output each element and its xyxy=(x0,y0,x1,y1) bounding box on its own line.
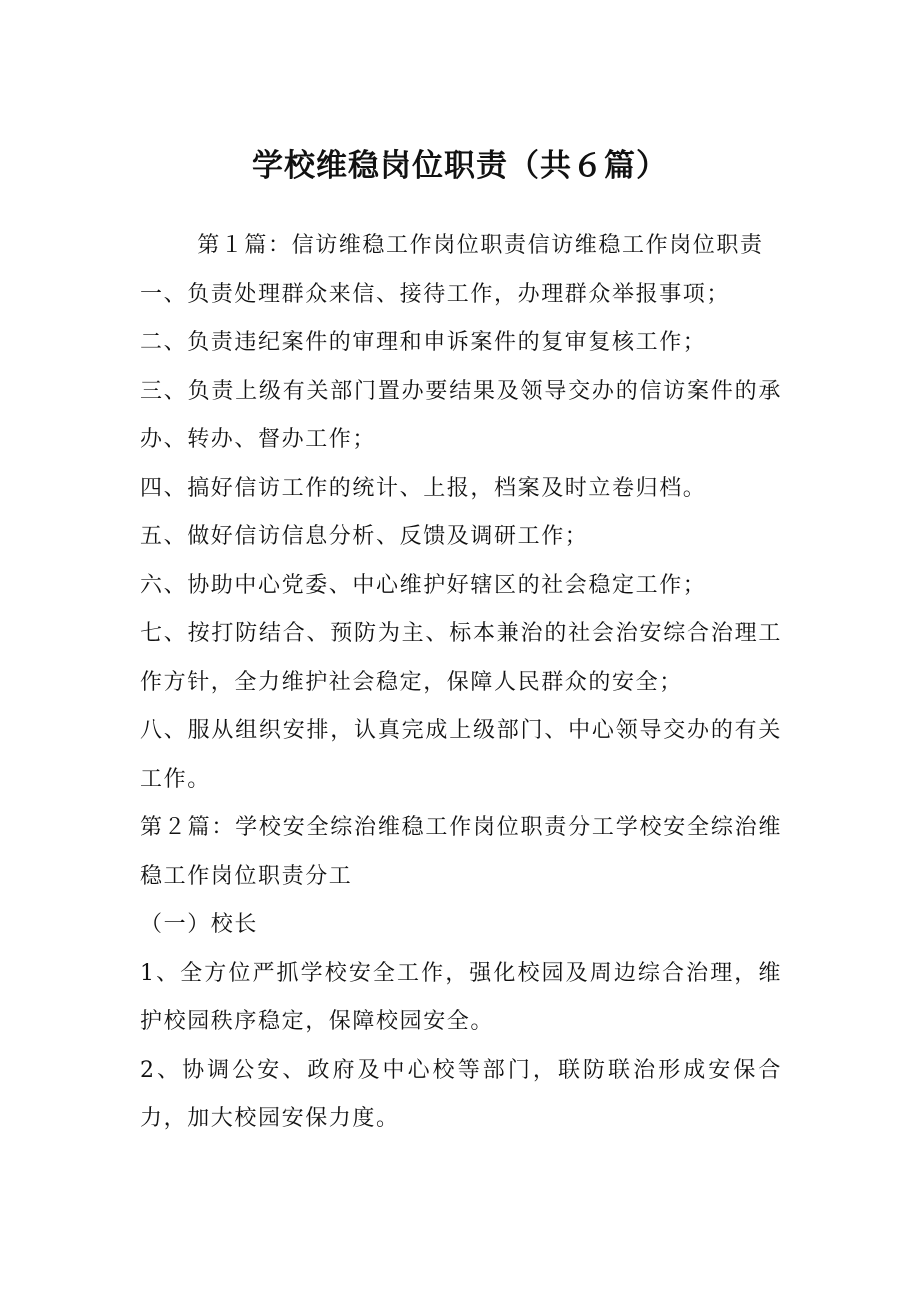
duty-item-2: 二、负责违纪案件的审理和申诉案件的复审复核工作； xyxy=(140,330,707,355)
duty-item-5: 五、做好信访信息分析、反馈及调研工作； xyxy=(140,524,589,549)
principal-duty-2: 2、协调公安、政府及中心校等部门，联防联治形成安保合力，加大校园安保力度。 xyxy=(140,1057,782,1131)
duty-item-7: 七、按打防结合、预防为主、标本兼治的社会治安综合治理工作方针，全力维护社会稳定，保障人民群众的安全； xyxy=(140,621,782,695)
section-principal-heading: （一）校长 xyxy=(140,912,259,937)
duty-item-1: 一、负责处理群众来信、接待工作，办理群众举报事项； xyxy=(140,281,731,307)
duty-item-6: 六、协助中心党委、中心维护好辖区的社会稳定工作； xyxy=(140,572,707,598)
chapter-1-heading: 第１篇：信访维稳工作岗位职责信访维稳工作岗位职责 xyxy=(197,233,764,258)
document-body xyxy=(140,222,782,1144)
duty-item-4: 四、搞好信访工作的统计、上报，档案及时立卷归档。 xyxy=(140,475,707,501)
principal-duty-1: 1、全方位严抓学校安全工作，强化校园及周边综合治理，维护校园秩序稳定，保障校园安全。 xyxy=(140,960,782,1034)
duty-item-8: 八、服从组织安排，认真完成上级部门、中心领导交办的有关工作。 xyxy=(140,718,782,792)
document-title: 学校维稳岗位职责（共６篇） xyxy=(252,148,668,184)
chapter-2-heading: 第２篇：学校安全综治维稳工作岗位职责分工学校安全综治维稳工作岗位职责分工 xyxy=(140,815,782,889)
duty-item-3: 三、负责上级有关部门置办要结果及领导交办的信访案件的承办、转办、督办工作； xyxy=(140,378,782,452)
